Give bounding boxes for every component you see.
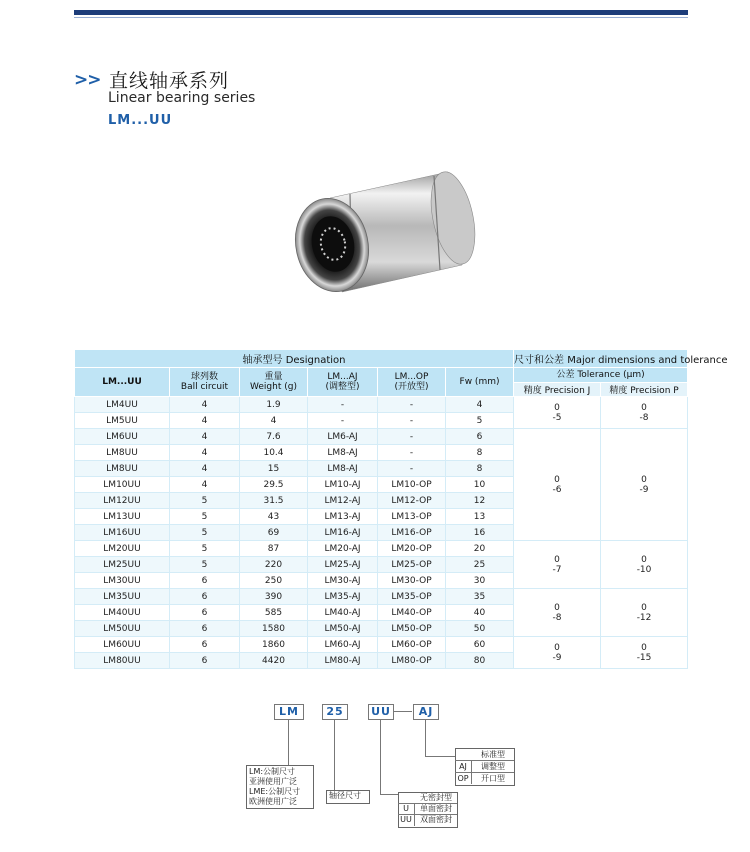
row-model: LM12UU xyxy=(75,493,170,509)
table-row xyxy=(75,541,688,557)
row-model: LM8UU xyxy=(75,445,170,461)
top-rule-thin xyxy=(74,17,688,18)
row-model: LM80UU xyxy=(75,653,170,669)
tolerance-upper: 0 xyxy=(641,474,647,485)
tolerance-upper: 0 xyxy=(641,554,647,565)
section-arrow: >> xyxy=(74,70,101,90)
code-size: 25 xyxy=(322,704,348,720)
tolerance-upper: 0 xyxy=(641,642,647,653)
row-fw: 20 xyxy=(446,541,514,557)
tolerance-p-cell xyxy=(601,397,688,429)
header-precision-p: 精度 Precision P xyxy=(601,383,688,397)
seal-none-label: 无密封型 xyxy=(420,793,452,802)
row-aj: - xyxy=(308,397,378,413)
tolerance-j-cell xyxy=(514,429,601,541)
lm-note-1: LM:公制尺寸 xyxy=(249,767,296,776)
type-row-line-2 xyxy=(455,772,514,773)
row-balls: 5 xyxy=(170,509,240,525)
row-model: LM5UU xyxy=(75,413,170,429)
row-model: LM8UU xyxy=(75,461,170,477)
header-designation: 轴承型号 Designation xyxy=(75,350,514,368)
row-aj: LM20-AJ xyxy=(308,541,378,557)
type-row-line-1 xyxy=(455,760,514,761)
row-balls: 4 xyxy=(170,397,240,413)
tolerance-j-cell xyxy=(514,589,601,637)
row-weight: 585 xyxy=(240,605,308,621)
row-aj: LM12-AJ xyxy=(308,493,378,509)
row-balls: 5 xyxy=(170,557,240,573)
row-op: LM40-OP xyxy=(378,605,446,621)
row-balls: 6 xyxy=(170,573,240,589)
tolerance-lower: -12 xyxy=(636,612,652,623)
page-title-en: Linear bearing series xyxy=(108,90,256,106)
tolerance-lower: -8 xyxy=(639,412,649,423)
tolerance-lower: -7 xyxy=(552,564,562,575)
row-aj: LM8-AJ xyxy=(308,445,378,461)
code-lm: LM xyxy=(274,704,304,720)
row-op: LM16-OP xyxy=(378,525,446,541)
row-weight: 220 xyxy=(240,557,308,573)
row-op: LM60-OP xyxy=(378,637,446,653)
tolerance-lower: -8 xyxy=(552,612,562,623)
type-col-line xyxy=(471,760,472,784)
seal-uu-label: 双面密封 xyxy=(420,815,452,824)
row-balls: 5 xyxy=(170,493,240,509)
row-op: - xyxy=(378,461,446,477)
linear-bearing-image xyxy=(290,160,480,310)
row-fw: 12 xyxy=(446,493,514,509)
header-op-type: LM...OP (开放型) xyxy=(378,368,446,397)
type-op-code: OP xyxy=(457,774,469,783)
row-fw: 6 xyxy=(446,429,514,445)
row-aj: LM50-AJ xyxy=(308,621,378,637)
row-balls: 4 xyxy=(170,477,240,493)
row-fw: 8 xyxy=(446,461,514,477)
row-aj: LM35-AJ xyxy=(308,589,378,605)
tolerance-p-cell xyxy=(601,429,688,541)
lm-note-3: LME:公制尺寸 xyxy=(249,787,301,796)
connector-type xyxy=(425,720,426,756)
row-op: LM50-OP xyxy=(378,621,446,637)
lm-note-2: 亚洲使用广泛 xyxy=(249,777,297,786)
row-model: LM50UU xyxy=(75,621,170,637)
row-fw: 13 xyxy=(446,509,514,525)
connector-seal-h xyxy=(380,794,398,795)
row-fw: 4 xyxy=(446,397,514,413)
row-fw: 35 xyxy=(446,589,514,605)
row-model: LM30UU xyxy=(75,573,170,589)
row-op: LM35-OP xyxy=(378,589,446,605)
top-rule xyxy=(74,10,688,15)
row-fw: 10 xyxy=(446,477,514,493)
row-aj: LM80-AJ xyxy=(308,653,378,669)
row-fw: 40 xyxy=(446,605,514,621)
row-model: LM13UU xyxy=(75,509,170,525)
tolerance-upper: 0 xyxy=(554,602,560,613)
row-fw: 30 xyxy=(446,573,514,589)
row-balls: 5 xyxy=(170,525,240,541)
connector-type-h xyxy=(425,756,455,757)
row-op: - xyxy=(378,397,446,413)
row-weight: 1860 xyxy=(240,637,308,653)
row-weight: 15 xyxy=(240,461,308,477)
tolerance-p-cell xyxy=(601,589,688,637)
row-weight: 7.6 xyxy=(240,429,308,445)
row-fw: 5 xyxy=(446,413,514,429)
row-balls: 6 xyxy=(170,621,240,637)
seal-uu-code: UU xyxy=(400,815,412,824)
header-model: LM...UU xyxy=(75,368,170,397)
tolerance-p-cell xyxy=(601,541,688,589)
row-op: LM13-OP xyxy=(378,509,446,525)
row-aj: LM13-AJ xyxy=(308,509,378,525)
row-op: LM12-OP xyxy=(378,493,446,509)
tolerance-upper: 0 xyxy=(554,474,560,485)
row-model: LM25UU xyxy=(75,557,170,573)
row-weight: 31.5 xyxy=(240,493,308,509)
spec-table-body xyxy=(75,397,688,669)
row-model: LM6UU xyxy=(75,429,170,445)
tolerance-lower: -6 xyxy=(552,484,562,495)
tolerance-lower: -9 xyxy=(639,484,649,495)
row-model: LM4UU xyxy=(75,397,170,413)
row-weight: 390 xyxy=(240,589,308,605)
type-aj-label: 调整型 xyxy=(481,762,505,771)
connector-seal xyxy=(380,720,381,794)
code-type: AJ xyxy=(413,704,439,720)
header-precision-j: 精度 Precision J xyxy=(514,383,601,397)
row-aj: LM60-AJ xyxy=(308,637,378,653)
row-aj: - xyxy=(308,413,378,429)
tolerance-j-cell xyxy=(514,637,601,669)
row-op: LM10-OP xyxy=(378,477,446,493)
row-aj: LM6-AJ xyxy=(308,429,378,445)
seal-u-label: 单面密封 xyxy=(420,804,452,813)
row-model: LM20UU xyxy=(75,541,170,557)
row-model: LM60UU xyxy=(75,637,170,653)
header-tolerance: 公差 Tolerance (μm) xyxy=(514,368,688,383)
row-weight: 10.4 xyxy=(240,445,308,461)
row-weight: 1580 xyxy=(240,621,308,637)
row-balls: 6 xyxy=(170,637,240,653)
row-fw: 80 xyxy=(446,653,514,669)
row-balls: 4 xyxy=(170,429,240,445)
row-op: LM30-OP xyxy=(378,573,446,589)
row-fw: 50 xyxy=(446,621,514,637)
row-weight: 29.5 xyxy=(240,477,308,493)
row-aj: LM8-AJ xyxy=(308,461,378,477)
row-fw: 16 xyxy=(446,525,514,541)
row-balls: 5 xyxy=(170,541,240,557)
size-note: 轴径尺寸 xyxy=(329,791,361,800)
spec-table xyxy=(74,349,728,669)
tolerance-lower: -9 xyxy=(552,652,562,663)
row-weight: 4 xyxy=(240,413,308,429)
header-dimensions: 尺寸和公差 Major dimensions and tolerance xyxy=(514,350,688,368)
row-weight: 87 xyxy=(240,541,308,557)
header-aj-type: LM...AJ (调整型) xyxy=(308,368,378,397)
row-fw: 25 xyxy=(446,557,514,573)
tolerance-lower: -15 xyxy=(636,652,652,663)
tolerance-j-cell xyxy=(514,397,601,429)
table-row xyxy=(75,589,688,605)
tolerance-p-cell xyxy=(601,637,688,669)
row-op: - xyxy=(378,445,446,461)
tolerance-upper: 0 xyxy=(554,402,560,413)
type-aj-code: AJ xyxy=(459,762,467,771)
header-ball-circuit: 球列数 Ball circuit xyxy=(170,368,240,397)
row-op: - xyxy=(378,429,446,445)
row-weight: 4420 xyxy=(240,653,308,669)
row-op: - xyxy=(378,413,446,429)
row-balls: 6 xyxy=(170,653,240,669)
row-balls: 4 xyxy=(170,461,240,477)
type-std-label: 标准型 xyxy=(481,750,505,759)
row-weight: 250 xyxy=(240,573,308,589)
row-fw: 8 xyxy=(446,445,514,461)
row-aj: LM30-AJ xyxy=(308,573,378,589)
row-weight: 43 xyxy=(240,509,308,525)
row-weight: 69 xyxy=(240,525,308,541)
connector-lm xyxy=(288,720,289,765)
row-weight: 1.9 xyxy=(240,397,308,413)
tolerance-upper: 0 xyxy=(641,402,647,413)
table-row xyxy=(75,397,688,413)
type-op-label: 开口型 xyxy=(481,774,505,783)
row-aj: LM40-AJ xyxy=(308,605,378,621)
row-aj: LM10-AJ xyxy=(308,477,378,493)
row-model: LM10UU xyxy=(75,477,170,493)
connector-size xyxy=(334,720,335,790)
header-fw: Fw (mm) xyxy=(446,368,514,397)
table-row xyxy=(75,637,688,653)
tolerance-upper: 0 xyxy=(641,602,647,613)
row-model: LM35UU xyxy=(75,589,170,605)
row-op: LM25-OP xyxy=(378,557,446,573)
row-aj: LM25-AJ xyxy=(308,557,378,573)
row-balls: 6 xyxy=(170,589,240,605)
row-balls: 6 xyxy=(170,605,240,621)
page-title-cn: 直线轴承系列 xyxy=(109,70,230,92)
row-fw: 60 xyxy=(446,637,514,653)
seal-col-line xyxy=(414,803,415,826)
code-dash xyxy=(394,711,412,712)
lm-note-4: 欧洲使用广泛 xyxy=(249,797,297,806)
row-model: LM40UU xyxy=(75,605,170,621)
row-model: LM16UU xyxy=(75,525,170,541)
series-model: LM...UU xyxy=(108,113,173,128)
tolerance-j-cell xyxy=(514,541,601,589)
code-seal: UU xyxy=(368,704,394,720)
row-balls: 4 xyxy=(170,413,240,429)
tolerance-upper: 0 xyxy=(554,554,560,565)
row-op: LM20-OP xyxy=(378,541,446,557)
row-op: LM80-OP xyxy=(378,653,446,669)
tolerance-lower: -10 xyxy=(636,564,652,575)
table-row xyxy=(75,429,688,445)
row-aj: LM16-AJ xyxy=(308,525,378,541)
tolerance-lower: -5 xyxy=(552,412,562,423)
header-weight: 重量 Weight (g) xyxy=(240,368,308,397)
seal-u-code: U xyxy=(403,804,409,813)
row-balls: 4 xyxy=(170,445,240,461)
tolerance-upper: 0 xyxy=(554,642,560,653)
